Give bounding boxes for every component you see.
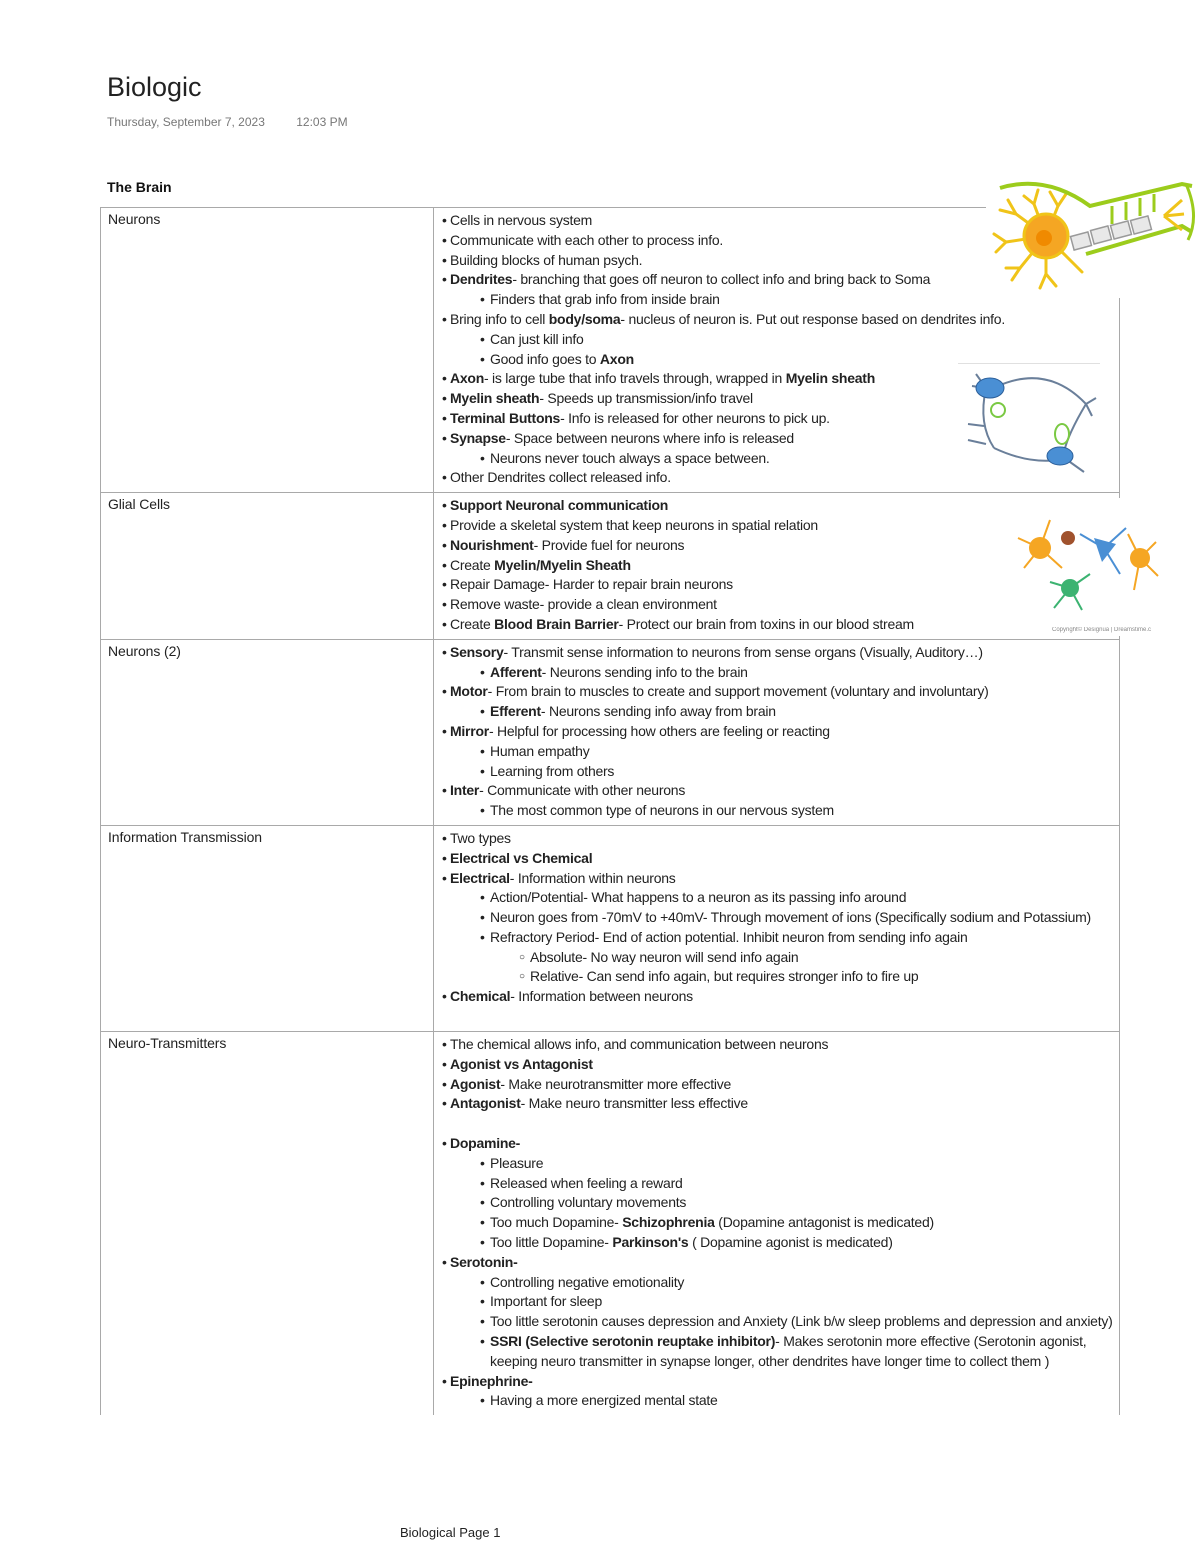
bullet-text: - From brain to muscles to create and support movement (voluntary and involuntary) (487, 683, 989, 700)
bold-term: Motor (450, 683, 488, 700)
bullet-text: - Neurons sending info away from brain (540, 703, 776, 720)
bold-term: Agonist (450, 1075, 501, 1092)
bullet-item (442, 1253, 1113, 1273)
bullet-text: - Space between neurons where info is released (505, 429, 794, 446)
page-title: Biologic (107, 72, 202, 102)
bullet-text: - Communicate with other neurons (479, 782, 686, 799)
bullet-item (442, 742, 1113, 762)
bold-term: Electrical vs Chemical (450, 849, 593, 866)
bullet-text: - Provide fuel for neurons (533, 536, 685, 553)
bold-term: Inter (450, 782, 480, 799)
bullet-item (442, 682, 1113, 702)
bold-term: Sensory (450, 643, 504, 660)
bullet-text: Other Dendrites collect released info. (450, 469, 671, 486)
bullet-item (442, 1094, 1113, 1114)
bullet-text: - Speeds up transmission/info travel (539, 390, 753, 407)
glia-illustration (1010, 498, 1160, 636)
bold-term: body/soma (548, 310, 621, 327)
bullet-item (442, 928, 1113, 948)
bullet-text: Controlling voluntary movements (490, 1194, 687, 1211)
topic-cell: Information Transmission (101, 825, 434, 1031)
bullet-text: - Neurons sending info to the brain (541, 663, 748, 680)
bullet-text: Remove waste- provide a clean environment (450, 596, 717, 613)
bold-term: Mirror (450, 722, 489, 739)
bullet-item (442, 1332, 1113, 1372)
bullet-item (442, 1273, 1113, 1293)
bullet-text: Can just kill info (490, 330, 584, 347)
synapse-illustration (958, 363, 1100, 476)
bullet-item (442, 1372, 1113, 1392)
bullet-item (442, 987, 1113, 1007)
glia-watermark: Copyright© Designua | Dreamstime.c (1052, 627, 1152, 633)
bold-term: Chemical (450, 988, 511, 1005)
bullet-text: Create (450, 615, 495, 632)
bold-term: Antagonist (450, 1095, 521, 1112)
bold-term: Blood Brain Barrier (494, 615, 619, 632)
bullet-item (442, 781, 1113, 801)
bold-term: Electrical (450, 869, 510, 886)
bullet-item (442, 869, 1113, 889)
bullet-text: Building blocks of human psych. (450, 251, 643, 268)
bullet-text: Action/Potential- What happens to a neuron as its passing info around (490, 889, 907, 906)
bullet-item (442, 1312, 1113, 1332)
bullet-item (442, 663, 1113, 683)
table-row (101, 493, 1120, 640)
bold-term: Parkinson's (612, 1234, 689, 1251)
topic-cell: Neurons (2) (101, 639, 434, 825)
bullet-text: ( Dopamine agonist is medicated) (688, 1234, 893, 1251)
bullet-text: Provide a skeletal system that keep neurons in spatial relation (450, 516, 818, 533)
bold-term: Support Neuronal communication (450, 497, 669, 514)
bullet-text: - Helpful for processing how others are feeling or reacting (488, 722, 830, 739)
notes-cell (434, 639, 1120, 825)
bullet-text: Too little Dopamine- (490, 1234, 613, 1251)
bold-term: Epinephrine- (450, 1372, 533, 1389)
bullet-item (442, 1174, 1113, 1194)
bullet-text: The chemical allows info, and communication between neurons (450, 1036, 829, 1053)
bold-term: Afferent (490, 663, 542, 680)
bullet-text: - Make neuro transmitter less effective (520, 1095, 748, 1112)
bullet-text: - is large tube that info travels through, wrapped in (484, 370, 786, 387)
notes-cell (434, 1032, 1120, 1416)
bold-term: Myelin sheath (785, 370, 876, 387)
bullet-text: Controlling negative emotionality (490, 1273, 685, 1290)
bullet-item (442, 330, 1113, 350)
bullet-text: Neuron goes from -70mV to +40mV- Through movement of ions (Specifically sodium and Potassium) (490, 909, 1091, 926)
bullet-item (442, 849, 1113, 869)
bullet-item (442, 1292, 1113, 1312)
bullet-item (442, 643, 1113, 663)
table-row (101, 639, 1120, 825)
synapse-drawing (958, 364, 1100, 476)
blank-line (442, 1114, 1113, 1134)
cell-body-bottom (1047, 447, 1073, 465)
bullet-text: Cells in nervous system (450, 212, 593, 228)
bullet-text: Relative- Can send info again, but requires stronger info to fire up (530, 968, 919, 985)
bullet-item (442, 908, 1113, 928)
microglia-shape (1061, 579, 1079, 597)
page-footer: Biological Page 1 (400, 1525, 501, 1540)
bullet-text: - Makes serotonin more effective (Serotonin agonist, keeping neuro transmitter in synapse longer, other dendrites have longer time to collect them ) (490, 1333, 1087, 1369)
bullet-item (442, 310, 1113, 330)
bullet-item (442, 1075, 1113, 1095)
section-heading: The Brain (107, 179, 172, 195)
bullet-item (442, 722, 1113, 742)
bullet-text: Absolute- No way neuron will send info again (530, 948, 799, 965)
bullet-text: - Information within neurons (509, 869, 676, 886)
bold-term: Serotonin- (450, 1253, 518, 1270)
bold-term: Axon (450, 370, 484, 387)
bullet-text: The most common type of neurons in our nervous system (490, 802, 834, 819)
page-time: 12:03 PM (296, 115, 348, 129)
bullet-text: - Information between neurons (510, 988, 693, 1005)
bold-term: SSRI (Selective serotonin reuptake inhibitor) (490, 1333, 776, 1350)
bullet-item (442, 1193, 1113, 1213)
table-row (101, 1032, 1120, 1416)
bullet-text: - Info is released for other neurons to pick up. (560, 409, 830, 426)
bullet-text: Important for sleep (490, 1293, 602, 1310)
bold-term: Terminal Buttons (450, 409, 561, 426)
bold-term: Schizophrenia (622, 1214, 715, 1231)
bullet-item (442, 948, 1113, 968)
page-meta (107, 115, 348, 129)
bullet-text: (Dopamine antagonist is medicated) (714, 1214, 934, 1231)
bullet-text: Good info goes to (490, 350, 600, 367)
bullet-item (442, 1213, 1113, 1233)
oligodendrocyte-shape (1094, 538, 1116, 562)
topic-cell: Neurons (101, 208, 434, 493)
bullet-text: Having a more energized mental state (490, 1392, 718, 1409)
bullet-text: Released when feeling a reward (490, 1174, 683, 1191)
topic-cell: Neuro-Transmitters (101, 1032, 434, 1416)
bold-term: Dendrites (450, 271, 513, 288)
axon-end-shape (1186, 184, 1194, 240)
neuron-outline-top (1000, 184, 1192, 206)
bullet-item (442, 1134, 1113, 1154)
bullet-item (442, 1154, 1113, 1174)
glia-drawing (1010, 498, 1160, 622)
bullet-item (442, 702, 1113, 722)
astrocyte-shape (1029, 537, 1051, 559)
bullet-text: - branching that goes off neuron to collect info and bring back to Soma (512, 271, 931, 288)
microglia-brown-shape (1061, 531, 1075, 545)
bullet-item (442, 888, 1113, 908)
bullet-text: Pleasure (490, 1154, 544, 1171)
bullet-item (442, 801, 1113, 821)
bullet-text: Two types (450, 829, 511, 846)
bullet-item (442, 829, 1113, 849)
bullet-text: - Transmit sense information to neurons from sense organs (Visually, Auditory…) (503, 643, 983, 660)
bold-term: Nourishment (450, 536, 534, 553)
bullet-item (442, 1391, 1113, 1411)
topic-cell: Glial Cells (101, 493, 434, 640)
bullet-text: Too much Dopamine- (490, 1214, 623, 1231)
bullet-item (442, 762, 1113, 782)
astrocyte-shape-2 (1130, 548, 1150, 568)
bullet-text: Human empathy (490, 742, 590, 759)
bullet-text: - Make neurotransmitter more effective (500, 1075, 732, 1092)
cell-body-top (976, 378, 1004, 398)
bullet-text: Neurons never touch always a space between. (490, 449, 770, 466)
nucleus-shape (1036, 230, 1052, 246)
bullet-text: Create (450, 556, 495, 573)
bold-term: Synapse (450, 429, 506, 446)
bold-term: Axon (599, 350, 634, 367)
bullet-item (442, 1055, 1113, 1075)
table-row (101, 825, 1120, 1031)
neuron-drawing (986, 176, 1200, 298)
neuron-illustration (986, 176, 1200, 298)
bullet-item (442, 1035, 1113, 1055)
bullet-text: Communicate with each other to process info. (450, 231, 724, 248)
bullet-item (442, 967, 1113, 987)
bullet-text: Learning from others (490, 762, 615, 779)
synapse-highlight-right (1055, 424, 1069, 444)
bullet-text: Finders that grab info from inside brain (490, 291, 720, 308)
bold-term: Dopamine- (450, 1135, 521, 1152)
bullet-text: Too little serotonin causes depression and Anxiety (Link b/w sleep problems and depression and anxiety) (490, 1313, 1113, 1330)
bullet-text: Refractory Period- End of action potential. Inhibit neuron from sending info again (490, 928, 968, 945)
page-date: Thursday, September 7, 2023 (107, 115, 265, 129)
bold-term: Agonist vs Antagonist (450, 1055, 593, 1072)
bold-term: Efferent (490, 703, 541, 720)
bullet-text: Bring info to cell (450, 310, 549, 327)
bold-term: Myelin/Myelin Sheath (494, 556, 631, 573)
notes-cell (434, 825, 1120, 1031)
bullet-text: - nucleus of neuron is. Put out response based on dendrites info. (620, 310, 1005, 327)
synapse-highlight-left (991, 403, 1005, 417)
bullet-item (442, 1233, 1113, 1253)
bold-term: Myelin sheath (450, 390, 540, 407)
bullet-text: - Protect our brain from toxins in our blood stream (618, 615, 914, 632)
bullet-text: Repair Damage- Harder to repair brain neurons (450, 576, 733, 593)
